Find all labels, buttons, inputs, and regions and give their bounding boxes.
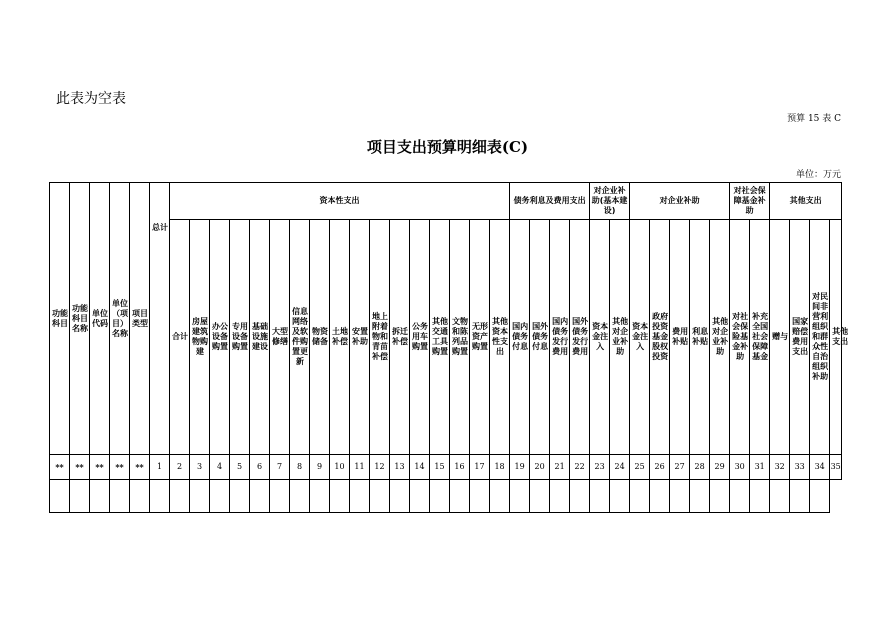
subheader-cell: 拆迁补偿 — [390, 220, 410, 455]
header-danwei-daima: 单位代码 — [90, 183, 110, 455]
subheader-cell: 基础设施建设 — [250, 220, 270, 455]
index-number-cell: 10 — [330, 455, 350, 480]
form-number: 预算 15 表 C — [787, 114, 841, 124]
index-number-cell: 14 — [410, 455, 430, 480]
subheader-cell: 国外债务付息 — [530, 220, 550, 455]
header-gongneng-kemu: 功能科目 — [50, 183, 70, 455]
subheader-cell: 其他支出 — [830, 220, 842, 455]
subheader-cell: 对民间非营利组织和群众性自治组织补助 — [810, 220, 830, 455]
index-star-cell: ** — [130, 455, 150, 480]
subheader-cell: 土地补偿 — [330, 220, 350, 455]
index-number-cell: 22 — [570, 455, 590, 480]
index-number-cell: 15 — [430, 455, 450, 480]
index-number-cell: 32 — [770, 455, 790, 480]
index-number-cell: 1 — [150, 455, 170, 480]
index-number-cell: 3 — [190, 455, 210, 480]
index-number-cell: 12 — [370, 455, 390, 480]
subheader-cell: 物资储备 — [310, 220, 330, 455]
page-title: 项目支出预算明细表(C) — [366, 138, 529, 156]
subheader-cell: 利息补贴 — [690, 220, 710, 455]
index-number-cell: 31 — [750, 455, 770, 480]
group-shebao: 对社会保障基金补助 — [730, 183, 770, 220]
empty-table-note: 此表为空表 — [56, 91, 126, 107]
index-number-cell: 35 — [830, 455, 842, 480]
index-number-cell: 2 — [170, 455, 190, 480]
index-star-cell: ** — [70, 455, 90, 480]
index-number-cell: 24 — [610, 455, 630, 480]
subheader-cell: 办公设备购置 — [210, 220, 230, 455]
subheader-cell: 房屋建筑物购建 — [190, 220, 210, 455]
index-number-cell: 13 — [390, 455, 410, 480]
index-number-cell: 25 — [630, 455, 650, 480]
index-row — [50, 455, 842, 480]
index-star-cell: ** — [90, 455, 110, 480]
group-qita: 其他支出 — [770, 183, 842, 220]
subheader-cell: 信息网络及软件购置更新 — [290, 220, 310, 455]
unit-label: 单位：万元 — [795, 170, 841, 180]
subheader-cell: 国家赔偿费用支出 — [790, 220, 810, 455]
subheader-cell: 其他交通工具购置 — [430, 220, 450, 455]
subheader-cell: 安置补助 — [350, 220, 370, 455]
subheader-cell: 大型修缮 — [270, 220, 290, 455]
index-number-cell: 16 — [450, 455, 470, 480]
header-gongneng-kemu-mingcheng: 功能科目名称 — [70, 183, 90, 455]
index-number-cell: 28 — [690, 455, 710, 480]
subheader-cell: 国外债务发行费用 — [570, 220, 590, 455]
group-qiye-buzhu: 对企业补助 — [630, 183, 730, 220]
subheader-cell: 合计 — [170, 220, 190, 455]
subheader-cell: 专用设备购置 — [230, 220, 250, 455]
subheader-cell: 政府投资基金股权投资 — [650, 220, 670, 455]
index-number-cell: 8 — [290, 455, 310, 480]
subheader-cell: 国内债务付息 — [510, 220, 530, 455]
subheader-cell: 对社会保险基金补助 — [730, 220, 750, 455]
subheader-cell: 赠与 — [770, 220, 790, 455]
subheader-cell: 其他对企业补助 — [610, 220, 630, 455]
group-qiye-jiben: 对企业补助(基本建设) — [590, 183, 630, 220]
index-number-cell: 21 — [550, 455, 570, 480]
index-number-cell: 34 — [810, 455, 830, 480]
subheader-cell: 费用补贴 — [670, 220, 690, 455]
header-zongji: 总计 — [150, 183, 170, 455]
subheader-cell: 无形资产购置 — [470, 220, 490, 455]
subheader-cell: 资本金注入 — [590, 220, 610, 455]
index-star-cell: ** — [50, 455, 70, 480]
subheader-cell: 公务用车购置 — [410, 220, 430, 455]
index-number-cell: 11 — [350, 455, 370, 480]
index-star-cell: ** — [110, 455, 130, 480]
index-number-cell: 9 — [310, 455, 330, 480]
index-number-cell: 17 — [470, 455, 490, 480]
index-number-cell: 27 — [670, 455, 690, 480]
subheader-cell: 资本金注入 — [630, 220, 650, 455]
index-number-cell: 23 — [590, 455, 610, 480]
subheader-cell: 国内债务发行费用 — [550, 220, 570, 455]
header-danwei-mingcheng: 单位（项目）名称 — [110, 183, 130, 455]
index-number-cell: 30 — [730, 455, 750, 480]
budget-table — [49, 182, 849, 513]
subheader-cell: 补充全国社会保障基金 — [750, 220, 770, 455]
subheader-cell: 其他对企业补助 — [710, 220, 730, 455]
index-number-cell: 29 — [710, 455, 730, 480]
blank-data-row — [50, 480, 842, 513]
index-number-cell: 33 — [790, 455, 810, 480]
index-number-cell: 26 — [650, 455, 670, 480]
subheader-cell: 其他资本性支出 — [490, 220, 510, 455]
subheader-cell: 文物和陈列品购置 — [450, 220, 470, 455]
subheader-cell: 地上附着物和青苗补偿 — [370, 220, 390, 455]
index-number-cell: 20 — [530, 455, 550, 480]
header-xiangmu-leixing: 项目类型 — [130, 183, 150, 455]
index-number-cell: 19 — [510, 455, 530, 480]
group-zhaiwu: 债务利息及费用支出 — [510, 183, 590, 220]
group-ziben: 资本性支出 — [170, 183, 510, 220]
index-number-cell: 5 — [230, 455, 250, 480]
index-number-cell: 18 — [490, 455, 510, 480]
index-number-cell: 7 — [270, 455, 290, 480]
index-number-cell: 6 — [250, 455, 270, 480]
index-number-cell: 4 — [210, 455, 230, 480]
